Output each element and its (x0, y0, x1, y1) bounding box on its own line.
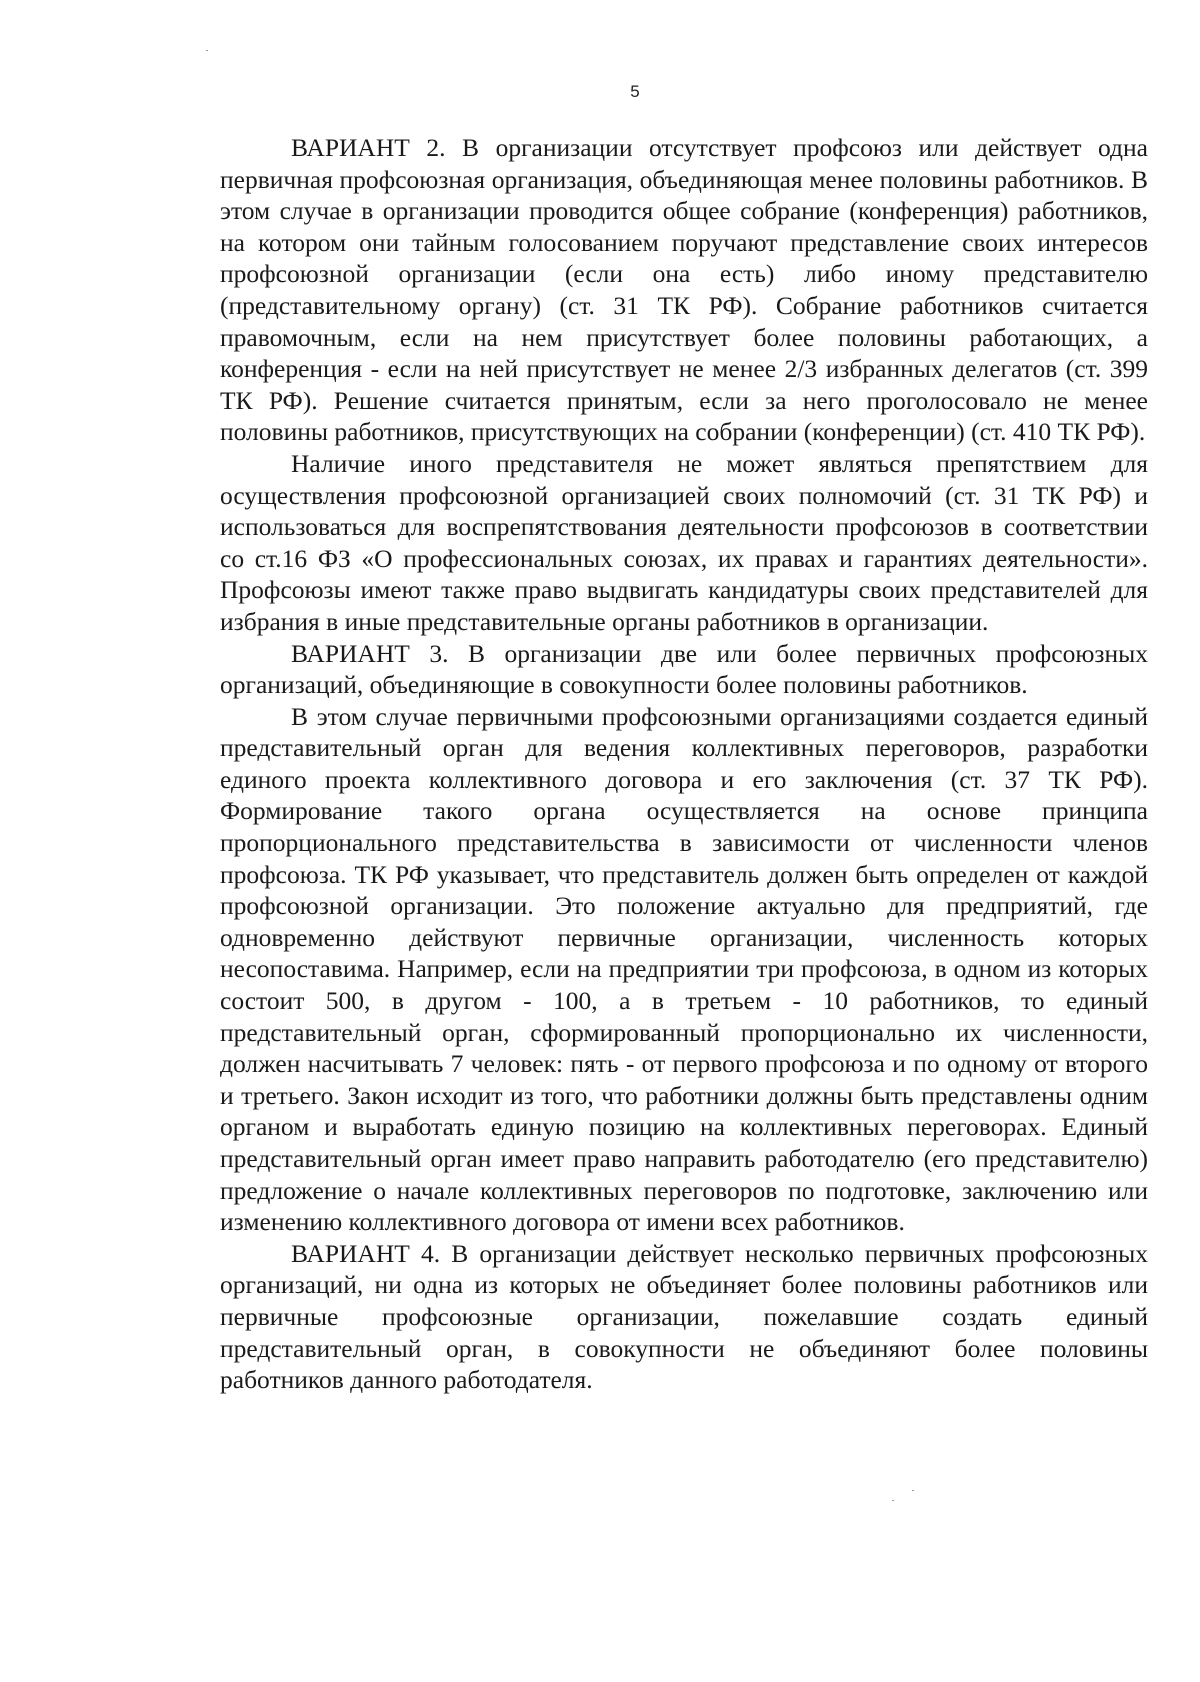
page-number: 5 (630, 82, 640, 101)
paragraph-other-representative: Наличие иного представителя не может являться препятствием для осуществления профсоюзной организацией своих полномочий (ст. 31 ТК РФ) и использоваться для воспрепятствования деятельности профсоюзов в соответствии со ст.16 ФЗ «О профессиональных союзах, их правах и гарантиях деятельности». Профсоюзы имеют также право выдвигать кандидатуры своих представителей для избрания в иные представительные органы работников в организации. (220, 448, 1148, 636)
paragraph-variant-3: ВАРИАНТ 3. В организации две или более первичных профсоюзных организаций, объединяющие в совокупности более половины работников. (220, 638, 1148, 700)
paragraph-variant-2: ВАРИАНТ 2. В организации отсутствует профсоюз или действует одна первичная профсоюзная организация, объединяющая менее половины работников. В этом случае в организации проводится общее собрание (конференция) работников, на котором они тайным голосованием поручают представление своих интересов профсоюзной организации (если она есть) либо иному представителю (представительному органу) (ст. 31 ТК РФ). Собрание работников считается правомочным, если на нем присутствует более половины работающих, а конференция - если на ней присутствует не менее 2/3 избранных делегатов (ст. 399 ТК РФ). Решение считается принятым, если за него проголосовало не менее половины работников, присутствующих на собрании (конференции) (ст. 410 ТК РФ). (220, 133, 1148, 447)
scan-speck (912, 1490, 914, 1491)
document-body (220, 132, 1148, 1396)
paragraph-variant-4: ВАРИАНТ 4. В организации действует несколько первичных профсоюзных организаций, ни одна из которых не объединяет более половины работников или первичные профсоюзные организации, пожелавшие создать единый представительный орган, в совокупности не объединяют более половины работников данного работодателя. (220, 1238, 1148, 1395)
scan-speck (892, 1500, 894, 1501)
scan-speck (206, 50, 208, 51)
paragraph-single-representative-body: В этом случае первичными профсоюзными организациями создается единый представительный орган для ведения коллективных переговоров, разработки единого проекта коллективного договора и его заключения (ст. 37 ТК РФ). Формирование такого органа осуществляется на основе принципа пропорционального представительства в зависимости от численности членов профсоюза. ТК РФ указывает, что представитель должен быть определен от каждой профсоюзной организации. Это положение актуально для предприятий, где одновременно действуют первичные организации, численность которых несопоставима. Например, если на предприятии три профсоюза, в одном из которых состоит 500, в другом - 100, а в третьем - 10 работников, то единый представительный орган, сформированный пропорционально их численности, должен насчитывать 7 человек: пять - от первого профсоюза и по одному от второго и третьего. Закон исходит из того, что работники должны быть представлены одним органом и выработать единую позицию на коллективных переговорах. Единый представительный орган имеет право направить работодателю (его представителю) предложение о начале коллективных переговоров по подготовке, заключению или изменению коллективного договора от имени всех работников. (220, 701, 1148, 1237)
